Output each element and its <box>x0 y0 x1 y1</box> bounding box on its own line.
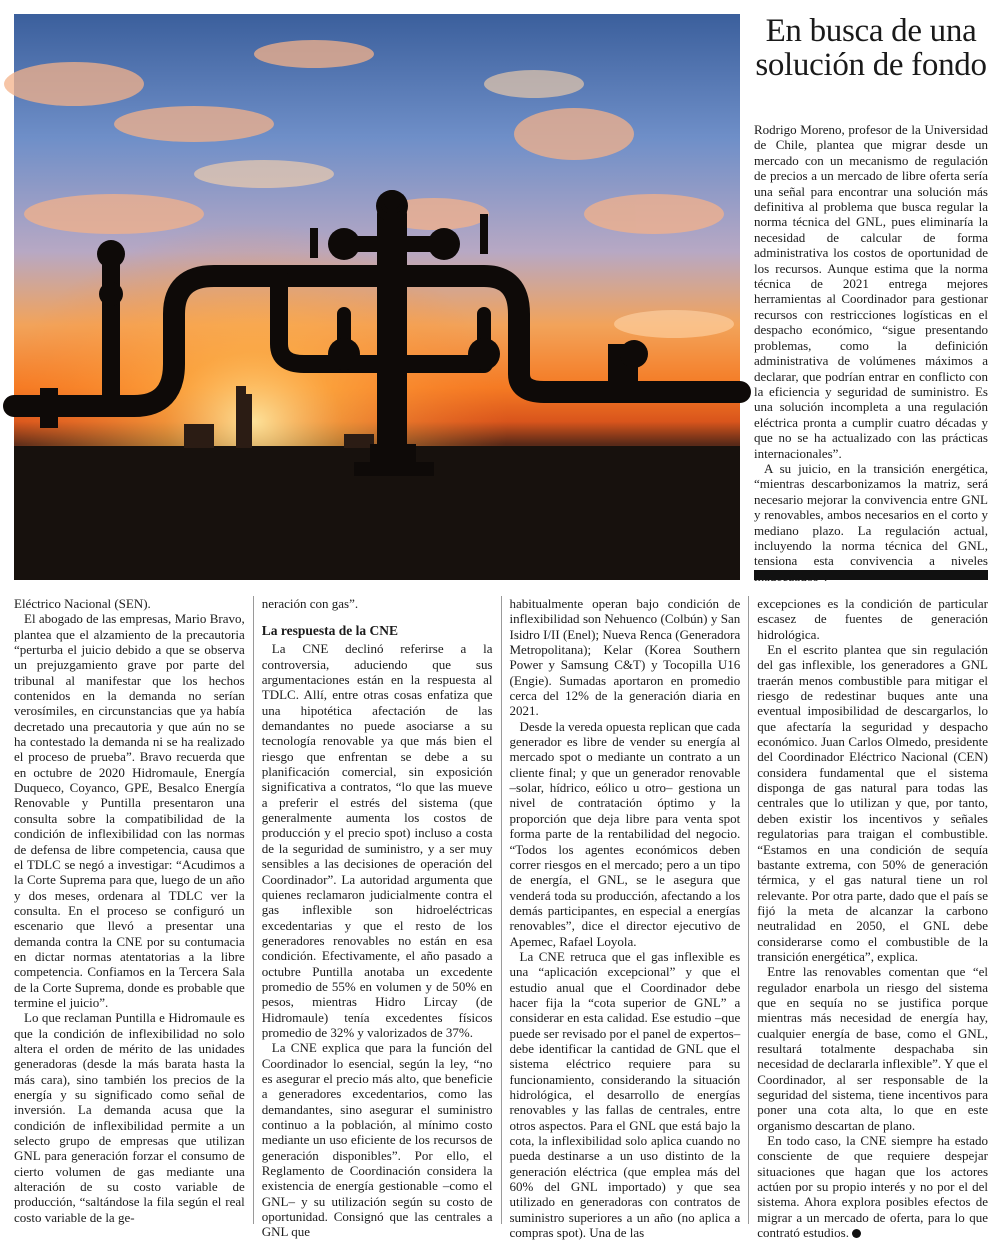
article-paragraph: El abogado de las empresas, Mario Bravo, plantea que el alzamiento de la precautoria “perturba el juicio debido a que se observa un prejuzgamiento grave por parte del tribunal al manifestar que los hechos contenidos en la demanda no serían verosímiles, en circunstancias que ya había decretado una precautoria y que aún no se ha contestado la demanda ni se ha realizado el proceso de prueba”. Bravo recuerda que en octubre de 2020 Hidromaule, Energía Duqueco, Coyanco, GPE, Besalco Energía Renovable y Puntilla presentaron una consulta sobre la compatibilidad de la condición de inflexibilidad con las normas de defensa de libre competencia, causa que el TDLC se negó a investigar: “Acudimos a la Corte Suprema para que, luego de un año y dos meses, ordenara al TDLC ver la consulta. En el proceso se configuró un escenario que llevó a presentar una demanda contra la CNE por su contumacia en dictar normas atentatorias a la libre competencia. Confiamos en la Tercera Sala de la Corte Suprema, donde es probable que termine el juicio”. <box>14 611 245 1010</box>
article-column-2 <box>253 596 501 1240</box>
sidebar-box <box>754 14 988 580</box>
sidebar-body <box>754 122 988 584</box>
sidebar-paragraph: Rodrigo Moreno, profesor de la Universidad de Chile, plantea que migrar desde un mercado con un mecanismo de regulación de precios a un mercado de libre oferta sería una señal para encontrar una solución más definitiva al problema que busca regular la norma técnica del GNL, pues eliminaría la necesidad de calcular de forma administrativa los costos de oportunidad de los recursos. Aunque estima que la norma técnica de 2021 entrega mejores herramientas al Coordinador para gestionar recursos con restricciones logísticas en el despacho económico, “sigue presentando problemas, como la definición administrativa de volúmenes máximos a declarar, que podrían entrar en conflicto con la eficiencia y seguridad de suministro. Es una solución incompleta a una regulación eléctrica pronta a cumplir cuatro décadas y que no se ha actualizado con las prácticas internacionales”. <box>754 122 988 461</box>
article-paragraph: La CNE explica que para la función del Coordinador lo esencial, según la ley, “no es asegurar el precio más alto, que beneficie a generadores excedentarios, como las demandantes, sino asegurar el suministro continuo a la población, al mínimo costo mediante un uso eficiente de los recursos de generación disponibles”. Por ello, el Reglamento de Coordinación considera la existencia de energía gestionable –como el GNL– y su utilización según su costo de oportunidad. Consignó que las centrales a GNL que <box>261 1040 493 1240</box>
article-paragraph: Lo que reclaman Puntilla e Hidromaule es que la condición de inflexibilidad no solo altera el orden de mérito de las unidades generadoras (desde la más barata hasta la más cara), sino también los precios de la energía y su significado como señal de inversión. La demanda acusa que la condición de inflexibilidad permite a un selecto grupo de empresas que utilizan GNL para generación forzar el consumo de cierto volumen de gas mediante una alteración de su costo variable de producción, “saltándose la fila según el real costo variable de la ge- <box>14 1010 245 1225</box>
sidebar-divider-bar <box>754 570 988 580</box>
sidebar-title: En busca de una solución de fondo <box>755 13 987 83</box>
article-paragraph: La CNE declinó referirse a la controversia, aduciendo que sus argumentaciones están en la respuesta al TDLC. Allí, entre otras cosas enfatiza que una hipotética afectación de las demandantes no puede asociarse a su tecnología renovable ya que más bien el riesgo que enfrentan se debe a su planificación comercial, sin exposición significativa a contratos, “lo que las mueve a preferir el estrés del sistema (que generalmente aumenta los costos de producción y el precio spot) incluso a costa de la seguridad de suministro, y a ser muy sensibles a las decisiones de operación del Coordinador”. La autoridad argumenta que quienes reclamaron judicialmente contra el gas inflexible son hidroeléctricas excedentarias y que el resto de los generadores renovables no están en esa condición. Efectivamente, el año pasado a octubre Puntilla anotaba un excedente promedio de 55% en volumen y de 50% en pesos, mientras Hidro Lircay (de Hidromaule) tenía excedentes físicos promedio de 32% y valorizados de 37%. <box>261 641 493 1040</box>
article-paragraph: habitualmente operan bajo condición de inflexibilidad son Nehuenco (Colbún) y San Isidro I/II (Enel); Nueva Renca (Generadora Metropolitana); Kelar (Korea Southern Power y Samsung C&T) y Tocopilla U16 (Engie). Sumadas aportaron en promedio cerca del 12% de la generación diaria en 2021. <box>509 596 741 719</box>
article-paragraph: Entre las renovables comentan que “el regulador enarbola un riesgo del sistema que en sequía no se justifica porque mientras más necesidad de energía hay, cualquier energía de base, como el GNL, resultará totalmente despachaba sin necesidad de declararla inflexible”. Y que el Coordinador, al ser responsable de la seguridad del sistema, tiene incentivos para poner una cota alta, lo que en este organismo descartan de plano. <box>757 964 988 1133</box>
article-paragraph: Eléctrico Nacional (SEN). <box>14 596 151 611</box>
section-heading: La respuesta de la CNE <box>261 623 399 639</box>
article-column-1 <box>14 596 253 1224</box>
article-column-3 <box>501 596 749 1240</box>
article-column-4 <box>748 596 988 1240</box>
article-paragraph: En el escrito plantea que sin regulación del gas inflexible, los generadores a GNL traerán menos combustible para mitigar el riesgo de redestinar buques ante una eventual imposibilidad de descargarlos, lo que afectaría la seguridad y despacho económico. Juan Carlos Olmedo, presidente del Coordinador Eléctrico Nacional (CEN) considera fundamental que el sistema disponga de gas natural para todas las centrales que lo utilizan y que, por tanto, deben existir los incentivos y señales regulatorias para traigan el combustible. “Estamos en una condición de sequía bastante extrema, con 50% de generación térmica, y el gas natural tiene un rol relevante. Por otra parte, dado que el país se fijó la meta de alcanzar la carbono neutralidad en 2050, el GNL debe considerarse como el combustible de la transición energética”, explica. <box>757 642 988 964</box>
article-last-text: En todo caso, la CNE siempre ha estado consciente de que requiere despejar situaciones que hagan que los actores actúen por su propio interés y no por el del sistema. Ahora explora posibles efectos de migrar a un mercado de oferta, para lo que contrató estudios. <box>757 1133 988 1240</box>
article-paragraph: excepciones es la condición de particular escasez de fuentes de generación hidrológica. <box>757 596 988 642</box>
article-columns <box>14 596 988 1240</box>
article-paragraph: neración con gas”. <box>261 596 359 611</box>
article-paragraph: La CNE retruca que el gas inflexible es una “aplicación excepcional” y que el estudio anual que el Coordinador debe hacer fija la “cota superior de GNL” a considerar en esta calidad. Ese estudio –que puede ser revisado por el panel de expertos– debe identificar la cantidad de GNL que el sistema eléctrico requiere para su funcionamiento, considerando la situación hidrológica, el desarrollo de energías renovables y las fallas de centrales, entre otros aspectos. Para el GNL que está bajo la cota, la inflexibilidad solo aplica cuando no pueda destinarse a un uso distinto de la generación eléctrica (que emplea más del 60% del GNL importado) y que sea utilizado en generadoras con contratos de suministro superiores a un año (no aplica a compras spot). Una de las <box>509 948 741 1240</box>
end-of-article-icon <box>852 1229 861 1238</box>
article-photo <box>14 14 740 580</box>
pipeline-sunset-icon <box>14 14 740 580</box>
sidebar-paragraph: A su juicio, en la transición energética, “mientras descarbonizamos la matriz, será necesario mejorar la convivencia entre GNL y renovables, ambos necesarios en el corto y mediano plazo. La regulación actual, incluyendo la norma técnica del GNL, tensiona esta convivencia a niveles <box>754 460 988 569</box>
article-paragraph: Desde la vereda opuesta replican que cada generador es libre de vender su energía al mercado spot o mediante un contrato a un cliente final; y que un generador renovable –solar, hídrico, eólico u otro– gestiona un nivel de contratación óptimo y la proporción que deja libre para venta spot forma parte de la rentabilidad del negocio. “Todos los agentes económicos deben correr riesgos en el mercado; pero a un tipo de energía, el GNL, se le asegura que venderá toda su producción, afectando a los demás participantes, en especial a energías renovables”, dice el director ejecutivo de Apemec, Rafael Loyola. <box>509 718 741 949</box>
article-paragraph-last <box>757 1133 988 1240</box>
